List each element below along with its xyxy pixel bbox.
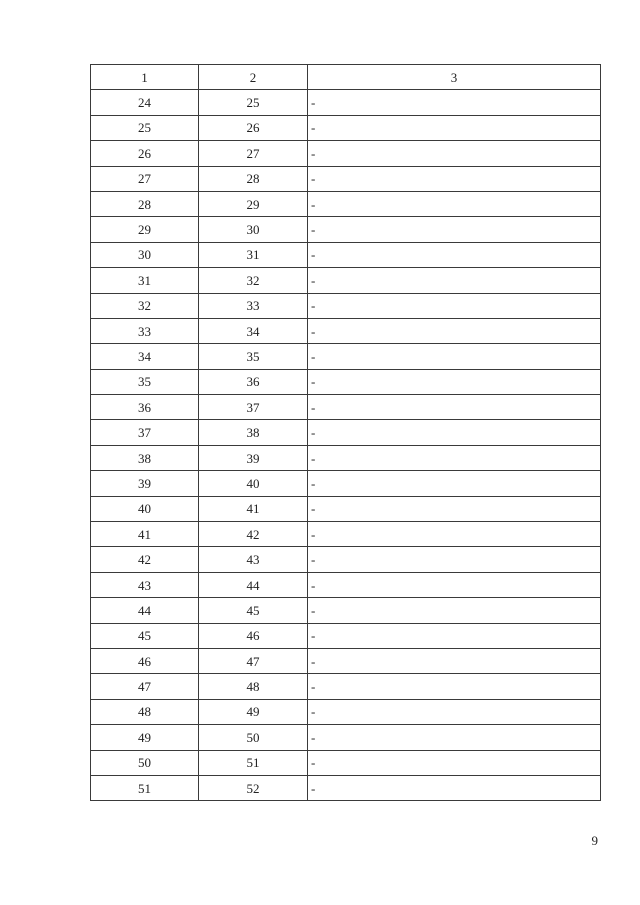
column-header-1: 1 — [91, 65, 199, 90]
table-row — [91, 471, 601, 496]
table-cell-col-3: - — [308, 115, 601, 140]
table-cell-col-3: - — [308, 648, 601, 673]
table-cell-col-3: - — [308, 242, 601, 267]
table-cell-col-3: - — [308, 674, 601, 699]
table-cell-col-2: 43 — [199, 547, 308, 572]
table-cell-col-3: - — [308, 166, 601, 191]
table-cell-col-2: 42 — [199, 522, 308, 547]
table-cell-col-3: - — [308, 572, 601, 597]
table-cell-col-3: - — [308, 496, 601, 521]
table-row — [91, 293, 601, 318]
table-cell-col-1: 46 — [91, 648, 199, 673]
table-cell-col-2: 29 — [199, 191, 308, 216]
table-row — [91, 344, 601, 369]
table-cell-col-3: - — [308, 547, 601, 572]
table-cell-col-3: - — [308, 318, 601, 343]
table-cell-col-2: 34 — [199, 318, 308, 343]
table-cell-col-3: - — [308, 293, 601, 318]
table-cell-col-1: 36 — [91, 395, 199, 420]
table-cell-col-3: - — [308, 522, 601, 547]
table-cell-col-1: 32 — [91, 293, 199, 318]
table-cell-col-1: 47 — [91, 674, 199, 699]
table-row — [91, 725, 601, 750]
table-cell-col-3: - — [308, 395, 601, 420]
table-cell-col-3: - — [308, 90, 601, 115]
table-header-row — [91, 65, 601, 90]
table-cell-col-2: 47 — [199, 648, 308, 673]
table-cell-col-3: - — [308, 699, 601, 724]
table-cell-col-3: - — [308, 217, 601, 242]
table-cell-col-3: - — [308, 141, 601, 166]
table-cell-col-2: 49 — [199, 699, 308, 724]
table-cell-col-3: - — [308, 420, 601, 445]
table-cell-col-1: 40 — [91, 496, 199, 521]
table-row — [91, 648, 601, 673]
table-cell-col-1: 43 — [91, 572, 199, 597]
table-cell-col-1: 49 — [91, 725, 199, 750]
table-row — [91, 369, 601, 394]
table-cell-col-2: 48 — [199, 674, 308, 699]
table-cell-col-1: 42 — [91, 547, 199, 572]
table-cell-col-1: 33 — [91, 318, 199, 343]
table-cell-col-1: 51 — [91, 775, 199, 800]
table-cell-col-1: 41 — [91, 522, 199, 547]
table-cell-col-1: 31 — [91, 268, 199, 293]
table-cell-col-1: 29 — [91, 217, 199, 242]
table-cell-col-3: - — [308, 191, 601, 216]
table-cell-col-3: - — [308, 268, 601, 293]
table-cell-col-1: 34 — [91, 344, 199, 369]
table-cell-col-1: 45 — [91, 623, 199, 648]
table-cell-col-3: - — [308, 775, 601, 800]
page-number: 9 — [591, 833, 598, 848]
table-cell-col-2: 25 — [199, 90, 308, 115]
table-row — [91, 496, 601, 521]
table-cell-col-1: 48 — [91, 699, 199, 724]
table-row — [91, 547, 601, 572]
table-row — [91, 522, 601, 547]
table-cell-col-2: 33 — [199, 293, 308, 318]
table-row — [91, 445, 601, 470]
table-cell-col-1: 26 — [91, 141, 199, 166]
table-cell-col-3: - — [308, 369, 601, 394]
table-cell-col-2: 35 — [199, 344, 308, 369]
table-row — [91, 699, 601, 724]
table-row — [91, 395, 601, 420]
table-cell-col-2: 39 — [199, 445, 308, 470]
table-row — [91, 598, 601, 623]
table-row — [91, 217, 601, 242]
table-row — [91, 623, 601, 648]
table-cell-col-1: 44 — [91, 598, 199, 623]
table-cell-col-2: 31 — [199, 242, 308, 267]
table-cell-col-2: 51 — [199, 750, 308, 775]
table-cell-col-1: 25 — [91, 115, 199, 140]
column-header-2: 2 — [199, 65, 308, 90]
table-row — [91, 775, 601, 800]
table-cell-col-3: - — [308, 750, 601, 775]
table-cell-col-1: 37 — [91, 420, 199, 445]
table-row — [91, 141, 601, 166]
table-cell-col-2: 32 — [199, 268, 308, 293]
table-cell-col-2: 30 — [199, 217, 308, 242]
table-row — [91, 242, 601, 267]
table-row — [91, 420, 601, 445]
table-cell-col-2: 36 — [199, 369, 308, 394]
table-cell-col-1: 27 — [91, 166, 199, 191]
table-cell-col-2: 26 — [199, 115, 308, 140]
table-cell-col-1: 30 — [91, 242, 199, 267]
table-cell-col-2: 27 — [199, 141, 308, 166]
table-cell-col-2: 40 — [199, 471, 308, 496]
table-row — [91, 115, 601, 140]
table-cell-col-1: 39 — [91, 471, 199, 496]
table-cell-col-2: 52 — [199, 775, 308, 800]
table-row — [91, 572, 601, 597]
table-cell-col-2: 45 — [199, 598, 308, 623]
table-cell-col-1: 50 — [91, 750, 199, 775]
table-row — [91, 268, 601, 293]
table-row — [91, 90, 601, 115]
table-row — [91, 674, 601, 699]
table-cell-col-1: 24 — [91, 90, 199, 115]
data-table — [90, 64, 601, 801]
table-cell-col-2: 46 — [199, 623, 308, 648]
table-cell-col-2: 38 — [199, 420, 308, 445]
table-cell-col-3: - — [308, 623, 601, 648]
table-cell-col-3: - — [308, 445, 601, 470]
table-cell-col-1: 35 — [91, 369, 199, 394]
table-row — [91, 750, 601, 775]
table-row — [91, 318, 601, 343]
table-row — [91, 191, 601, 216]
table-row — [91, 166, 601, 191]
table-cell-col-1: 38 — [91, 445, 199, 470]
column-header-3: 3 — [308, 65, 601, 90]
table-cell-col-2: 28 — [199, 166, 308, 191]
table-cell-col-3: - — [308, 598, 601, 623]
table-cell-col-2: 41 — [199, 496, 308, 521]
table-cell-col-2: 37 — [199, 395, 308, 420]
table-cell-col-1: 28 — [91, 191, 199, 216]
table-body — [91, 90, 601, 801]
table-cell-col-3: - — [308, 344, 601, 369]
table-cell-col-3: - — [308, 471, 601, 496]
table-cell-col-3: - — [308, 725, 601, 750]
table-cell-col-2: 50 — [199, 725, 308, 750]
table-cell-col-2: 44 — [199, 572, 308, 597]
